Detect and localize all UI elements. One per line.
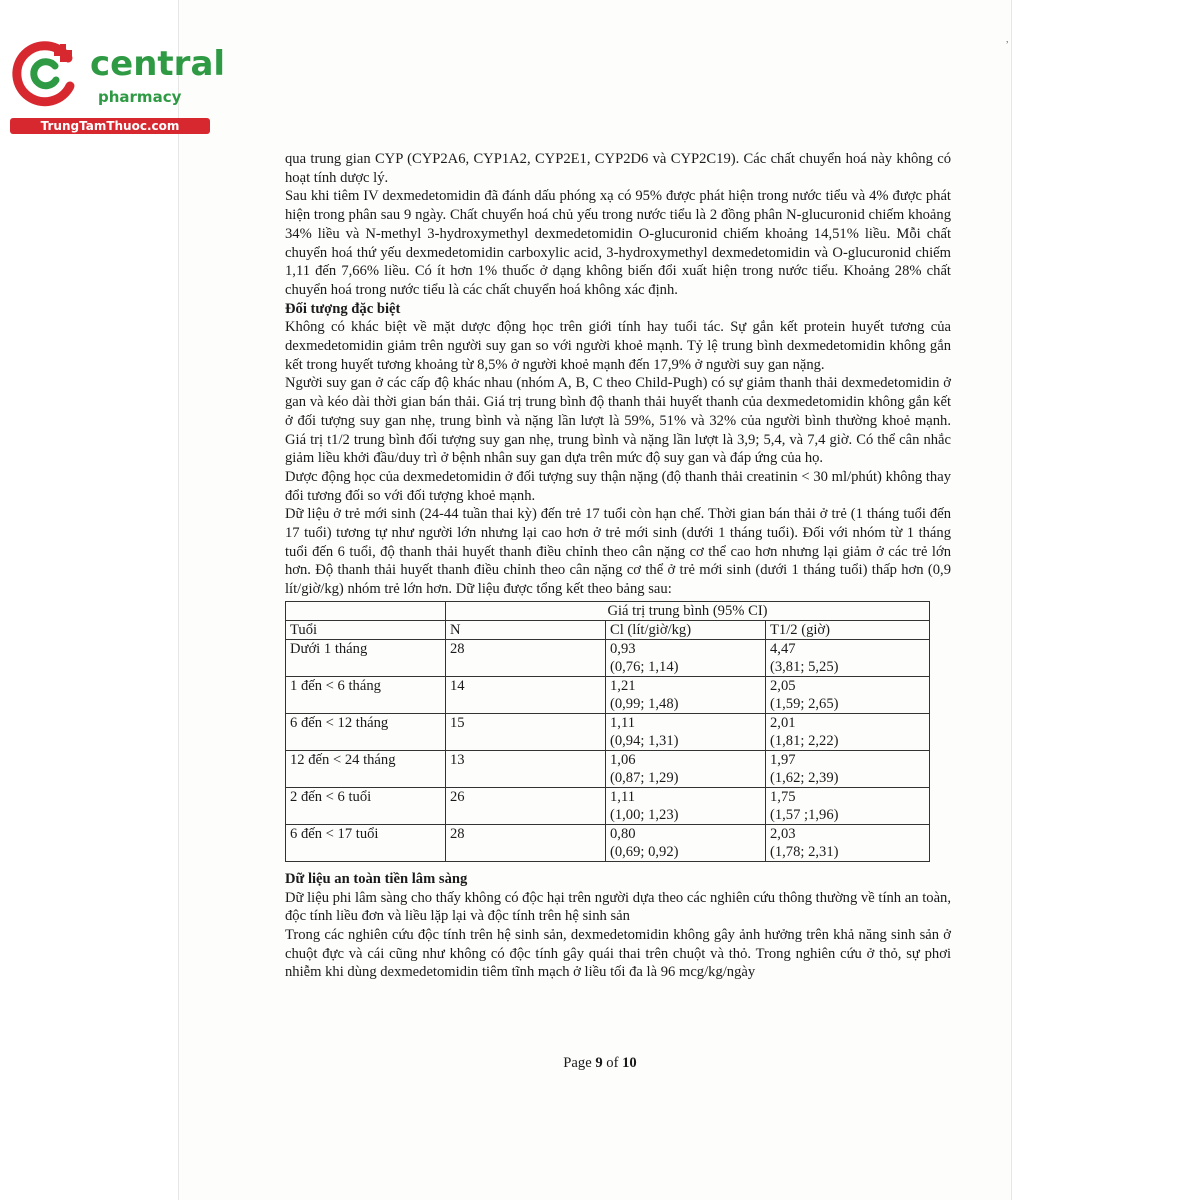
cell-t-half bbox=[766, 639, 930, 676]
footer-of: of bbox=[602, 1055, 623, 1071]
paragraph-pediatric: Dữ liệu ở trẻ mới sinh (24-44 tuần thai kỳ) đến trẻ 17 tuổi còn hạn chế. Thời gian bán thải ở trẻ (1 tháng tuổi đến 17 tuổi) tương tự như người lớn nhưng lại cao hơn ở trẻ mới sinh (dưới 1 tháng tuổi). Đối với nhóm từ 1 tháng tuổi đến 6 tuổi, độ thanh thải huyết thanh điều chỉnh theo cân nặng cơ thể cao hơn nhưng lại giảm ở các trẻ lớn hơn. Độ thanh thải huyết thanh điều chỉnh theo cân nặng cơ thể ở trẻ mới sinh (dưới 1 tháng tuổi) thấp hơn (0,9 lít/giờ/kg) nhóm trẻ lớn hơn. Dữ liệu được tổng kết theo bảng sau: bbox=[285, 506, 951, 598]
cell-age: 2 đến < 6 tuổi bbox=[286, 787, 446, 824]
paragraph-protein-binding: Không có khác biệt về mặt dược động học trên giới tính hay tuổi tác. Sự gắn kết protein huyết tương của dexmedetomidin giảm trên người suy gan so với người khoẻ mạnh. Tỷ lệ trung bình dexmedetomidin không gắn kết trong huyết tương khoảng từ 8,5% ở người khoẻ mạnh đến 17,9% ở người suy gan nặng. bbox=[285, 319, 951, 373]
table-row bbox=[286, 787, 930, 824]
logo-website-banner: TrungTamThuoc.com bbox=[10, 118, 210, 134]
scan-mark: , bbox=[1006, 34, 1009, 45]
paragraph-hepatic-impairment: Người suy gan ở các cấp độ khác nhau (nhóm A, B, C theo Child-Pugh) có sự giảm thanh thải dexmedetomidin ở gan và kéo dài thời gian bán thải. Giá trị trung bình độ thanh thải huyết thanh của dexmedetomidin không gắn kết ở đối tượng suy gan nhẹ, trung bình và nặng lần lượt là 59%, 51% và 32% của người bình thường khoẻ mạnh. Giá trị t1/2 trung bình đối tượng suy gan nhẹ, trung bình và nặng lần lượt là 3,9; 5,4, và 7,4 giờ. Có thể cân nhắc giảm liều khởi đầu/duy trì ở bệnh nhân suy gan dựa trên mức độ suy gan và đáp ứng của họ. bbox=[285, 375, 951, 467]
logo-brand-text: central bbox=[90, 44, 226, 84]
header-n: N bbox=[446, 620, 606, 639]
table-row bbox=[286, 639, 930, 676]
cl-mean: 1,06 bbox=[610, 751, 636, 768]
cl-ci: (0,69; 0,92) bbox=[610, 843, 679, 860]
t-half-mean: 2,01 bbox=[770, 714, 796, 731]
cell-age: Dưới 1 tháng bbox=[286, 639, 446, 676]
cl-ci: (0,99; 1,48) bbox=[610, 695, 679, 712]
cl-ci: (0,94; 1,31) bbox=[610, 732, 679, 749]
cell-cl bbox=[606, 787, 766, 824]
cell-n: 28 bbox=[446, 824, 606, 861]
cell-t-half bbox=[766, 713, 930, 750]
header-cl: Cl (lít/giờ/kg) bbox=[606, 620, 766, 639]
pediatric-pk-table bbox=[285, 601, 930, 862]
table-row bbox=[286, 676, 930, 713]
footer-total-pages: 10 bbox=[622, 1055, 637, 1071]
t-half-mean: 1,75 bbox=[770, 788, 796, 805]
t-half-ci: (3,81; 5,25) bbox=[770, 658, 839, 675]
cl-ci: (1,00; 1,23) bbox=[610, 806, 679, 823]
cell-age: 6 đến < 12 tháng bbox=[286, 713, 446, 750]
table-caption-spacer bbox=[286, 601, 446, 620]
t-half-ci: (1,78; 2,31) bbox=[770, 843, 839, 860]
table-caption: Giá trị trung bình (95% CI) bbox=[446, 601, 930, 620]
cl-mean: 1,11 bbox=[610, 788, 635, 805]
cell-age: 6 đến < 17 tuổi bbox=[286, 824, 446, 861]
header-t-half: T1/2 (giờ) bbox=[766, 620, 930, 639]
table-header-row bbox=[286, 620, 930, 639]
table-row bbox=[286, 713, 930, 750]
cell-n: 13 bbox=[446, 750, 606, 787]
cell-t-half bbox=[766, 824, 930, 861]
cell-cl bbox=[606, 676, 766, 713]
cell-cl bbox=[606, 824, 766, 861]
cl-mean: 0,80 bbox=[610, 825, 636, 842]
cell-t-half bbox=[766, 787, 930, 824]
cell-n: 26 bbox=[446, 787, 606, 824]
t-half-ci: (1,59; 2,65) bbox=[770, 695, 839, 712]
t-half-ci: (1,57 ;1,96) bbox=[770, 806, 839, 823]
t-half-ci: (1,62; 2,39) bbox=[770, 769, 839, 786]
cell-n: 28 bbox=[446, 639, 606, 676]
cell-cl bbox=[606, 750, 766, 787]
cell-age: 1 đến < 6 tháng bbox=[286, 676, 446, 713]
footer-prefix: Page bbox=[563, 1055, 596, 1071]
paragraph-reproductive-toxicity: Trong các nghiên cứu độc tính trên hệ sinh sản, dexmedetomidin không gây ảnh hưởng trên khả năng sinh sản ở chuột đực và cái cũng như không có độc tính gây quái thai trên chuột và thỏ. Trong nghiên cứu ở thỏ, sự phơi nhiễm khi dùng dexmedetomidin tiêm tĩnh mạch ở liều tối đa là 96 mcg/kg/ngày bbox=[285, 926, 951, 981]
cl-mean: 1,21 bbox=[610, 677, 636, 694]
t-half-ci: (1,81; 2,22) bbox=[770, 732, 839, 749]
document-body bbox=[285, 150, 951, 982]
cl-ci: (0,76; 1,14) bbox=[610, 658, 679, 675]
table-row bbox=[286, 824, 930, 861]
paragraph-nonclinical: Dữ liệu phi lâm sàng cho thấy không có độc hại trên người dựa theo các nghiên cứu thông thường về tính an toàn, độc tính liều đơn và liều lặp lại và độc tính trên hệ sinh sản bbox=[285, 889, 951, 925]
footer-current-page: 9 bbox=[595, 1055, 603, 1071]
header-age: Tuổi bbox=[286, 620, 446, 639]
cell-t-half bbox=[766, 750, 930, 787]
cell-age: 12 đến < 24 tháng bbox=[286, 750, 446, 787]
central-pharmacy-logo[interactable] bbox=[10, 38, 226, 138]
logo-sub-text: pharmacy bbox=[98, 88, 182, 106]
pharmacy-cross-icon bbox=[10, 38, 80, 108]
cl-mean: 0,93 bbox=[610, 640, 636, 657]
paragraph-metabolism: qua trung gian CYP (CYP2A6, CYP1A2, CYP2E1, CYP2D6 và CYP2C19). Các chất chuyển hoá này không có hoạt tính dược lý. bbox=[285, 151, 951, 186]
cell-t-half bbox=[766, 676, 930, 713]
t-half-mean: 2,05 bbox=[770, 677, 796, 694]
cell-cl bbox=[606, 713, 766, 750]
t-half-mean: 1,97 bbox=[770, 751, 796, 768]
heading-preclinical-safety: Dữ liệu an toàn tiền lâm sàng bbox=[285, 870, 468, 887]
paragraph-renal-impairment: Dược động học của dexmedetomidin ở đối tượng suy thận nặng (độ thanh thải creatinin < 30 ml/phút) không thay đổi tương đối so với đối tượng khoẻ mạnh. bbox=[285, 468, 951, 504]
cell-cl bbox=[606, 639, 766, 676]
cell-n: 14 bbox=[446, 676, 606, 713]
heading-special-populations: Đối tượng đặc biệt bbox=[285, 300, 401, 317]
page-footer bbox=[0, 1055, 1200, 1072]
table-row bbox=[286, 750, 930, 787]
t-half-mean: 4,47 bbox=[770, 640, 796, 657]
cl-mean: 1,11 bbox=[610, 714, 635, 731]
t-half-mean: 2,03 bbox=[770, 825, 796, 842]
cell-n: 15 bbox=[446, 713, 606, 750]
cl-ci: (0,87; 1,29) bbox=[610, 769, 679, 786]
paragraph-excretion: Sau khi tiêm IV dexmedetomidin đã đánh dấu phóng xạ có 95% được phát hiện trong nước tiểu và 4% được phát hiện trong phân sau 9 ngày. Chất chuyển hoá chủ yếu trong nước tiểu là 2 đồng phân N-glucuronid chiếm khoảng 34% liều và N-methyl 3-hydroxymethyl dexmedetomidin O-glucuronid chiếm khoảng 14,51% liều. Mỗi chất chuyển hoá thứ yếu dexmedetomidin carboxylic acid, 3-hydroxymethyl dexmedetomidin và O-glucuronid chiếm 1,11 đến 7,66% liều. Có ít hơn 1% thuốc ở dạng không biến đổi xuất hiện trong nước tiểu. Khoảng 28% chất chuyển hoá trong nước tiểu là các chất chuyển hoá không xác định. bbox=[285, 188, 951, 298]
